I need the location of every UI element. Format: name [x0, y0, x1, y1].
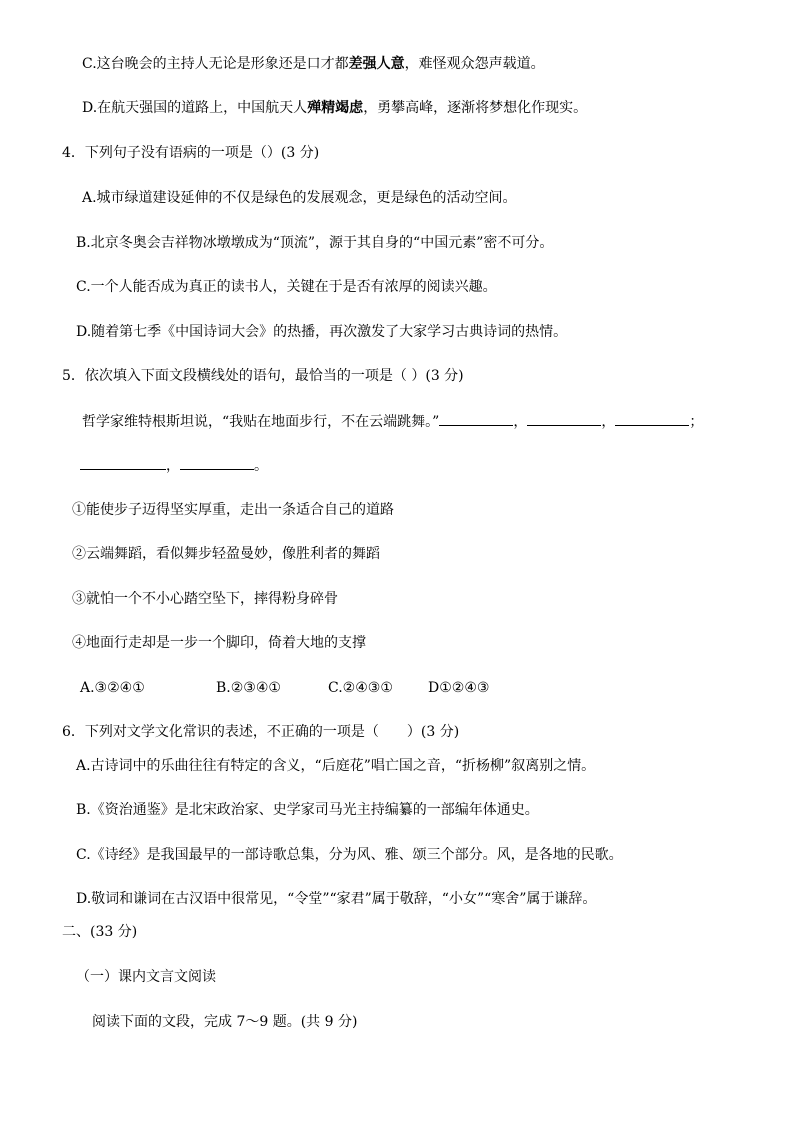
section-2-title: 二、(33 分)	[62, 924, 138, 940]
q5-separator: ，	[601, 414, 616, 430]
q3-option-c-pre: C.这台晚会的主持人无论是形象还是口才都	[82, 56, 349, 72]
q5-passage: 哲学家维特根斯坦说，“我贴在地面步行，不在云端跳舞。”	[82, 414, 440, 430]
fill-blank-4[interactable]	[80, 455, 166, 470]
q5-passage-line-1	[82, 411, 703, 432]
q4-option-d: D.随着第七季《中国诗词大会》的热播，再次激发了大家学习古典诗词的热情。	[76, 324, 568, 340]
q5-choice-a[interactable]: A.③②④①	[80, 680, 145, 696]
fill-blank-2[interactable]	[527, 411, 601, 426]
fill-blank-1[interactable]	[439, 411, 513, 426]
q3-option-d	[82, 98, 587, 118]
fill-blank-5[interactable]	[180, 455, 254, 470]
section-2-subtitle: （一）课内文言文阅读	[76, 969, 216, 985]
fill-blank-3[interactable]	[615, 411, 689, 426]
q5-separator: ，	[513, 414, 528, 430]
q4-stem: 4．下列句子没有语病的一项是（）(3 分)	[62, 145, 320, 161]
q3-option-d-pre: D.在航天强国的道路上，中国航天人	[82, 100, 308, 116]
q4-option-c: C.一个人能否成为真正的读书人，关键在于是否有浓厚的阅读兴趣。	[76, 279, 497, 295]
q5-end-mark: 。	[254, 458, 268, 474]
q5-item-2: ②云端舞蹈，看似舞步轻盈曼妙，像胜利者的舞蹈	[72, 546, 380, 562]
q5-separator: ，	[166, 458, 180, 474]
q6-option-d: D.敬词和谦词在古汉语中很常见，“令堂”“家君”属于敬辞，“小女”“寒舍”属于谦辞。	[76, 891, 597, 907]
q3-option-c-keyword: 差强人意	[348, 56, 405, 72]
q3-option-c	[82, 54, 545, 74]
q5-item-1: ①能使步子迈得坚实厚重，走出一条适合自己的道路	[72, 502, 394, 518]
q4-option-a: A.城市绿道建设延伸的不仅是绿色的发展观念，更是绿色的活动空间。	[82, 190, 517, 206]
q6-stem: 6．下列对文学文化常识的表述，不正确的一项是（ ）(3 分)	[62, 724, 460, 740]
q5-choice-c[interactable]: C.②④③①	[328, 680, 393, 696]
q5-item-3: ③就怕一个不小心踏空坠下，摔得粉身碎骨	[72, 591, 338, 607]
q3-option-c-post: ，难怪观众怨声载道。	[404, 56, 545, 72]
q6-option-b: B.《资治通鉴》是北宋政治家、史学家司马光主持编纂的一部编年体通史。	[76, 802, 539, 818]
q5-choice-d[interactable]: D①②④③	[428, 680, 490, 696]
q4-option-b: B.北京冬奥会吉祥物冰墩墩成为“顶流”，源于其自身的“中国元素”密不可分。	[76, 235, 554, 251]
q5-choices	[80, 678, 489, 698]
q5-passage-line-2	[80, 455, 268, 476]
q5-stem: 5．依次填入下面文段横线处的语句，最恰当的一项是（ ）(3 分)	[62, 368, 464, 384]
q3-option-d-keyword: 殚精竭虑	[307, 100, 364, 116]
q3-option-d-post: ，勇攀高峰，逐渐将梦想化作现实。	[363, 100, 588, 116]
q6-option-c: C.《诗经》是我国最早的一部诗歌总集，分为风、雅、颂三个部分。风，是各地的民歌。	[76, 847, 623, 863]
q5-item-4: ④地面行走却是一步一个脚印，倚着大地的支撑	[72, 635, 366, 651]
q5-separator: ；	[689, 414, 704, 430]
section-2-instruction: 阅读下面的文段，完成 7～9 题。(共 9 分)	[92, 1014, 358, 1030]
q6-option-a: A.古诗词中的乐曲往往有特定的含义，“后庭花”唱亡国之音，“折杨柳”叙离别之情。	[76, 758, 596, 774]
q5-choice-b[interactable]: B.②③④①	[216, 680, 281, 696]
